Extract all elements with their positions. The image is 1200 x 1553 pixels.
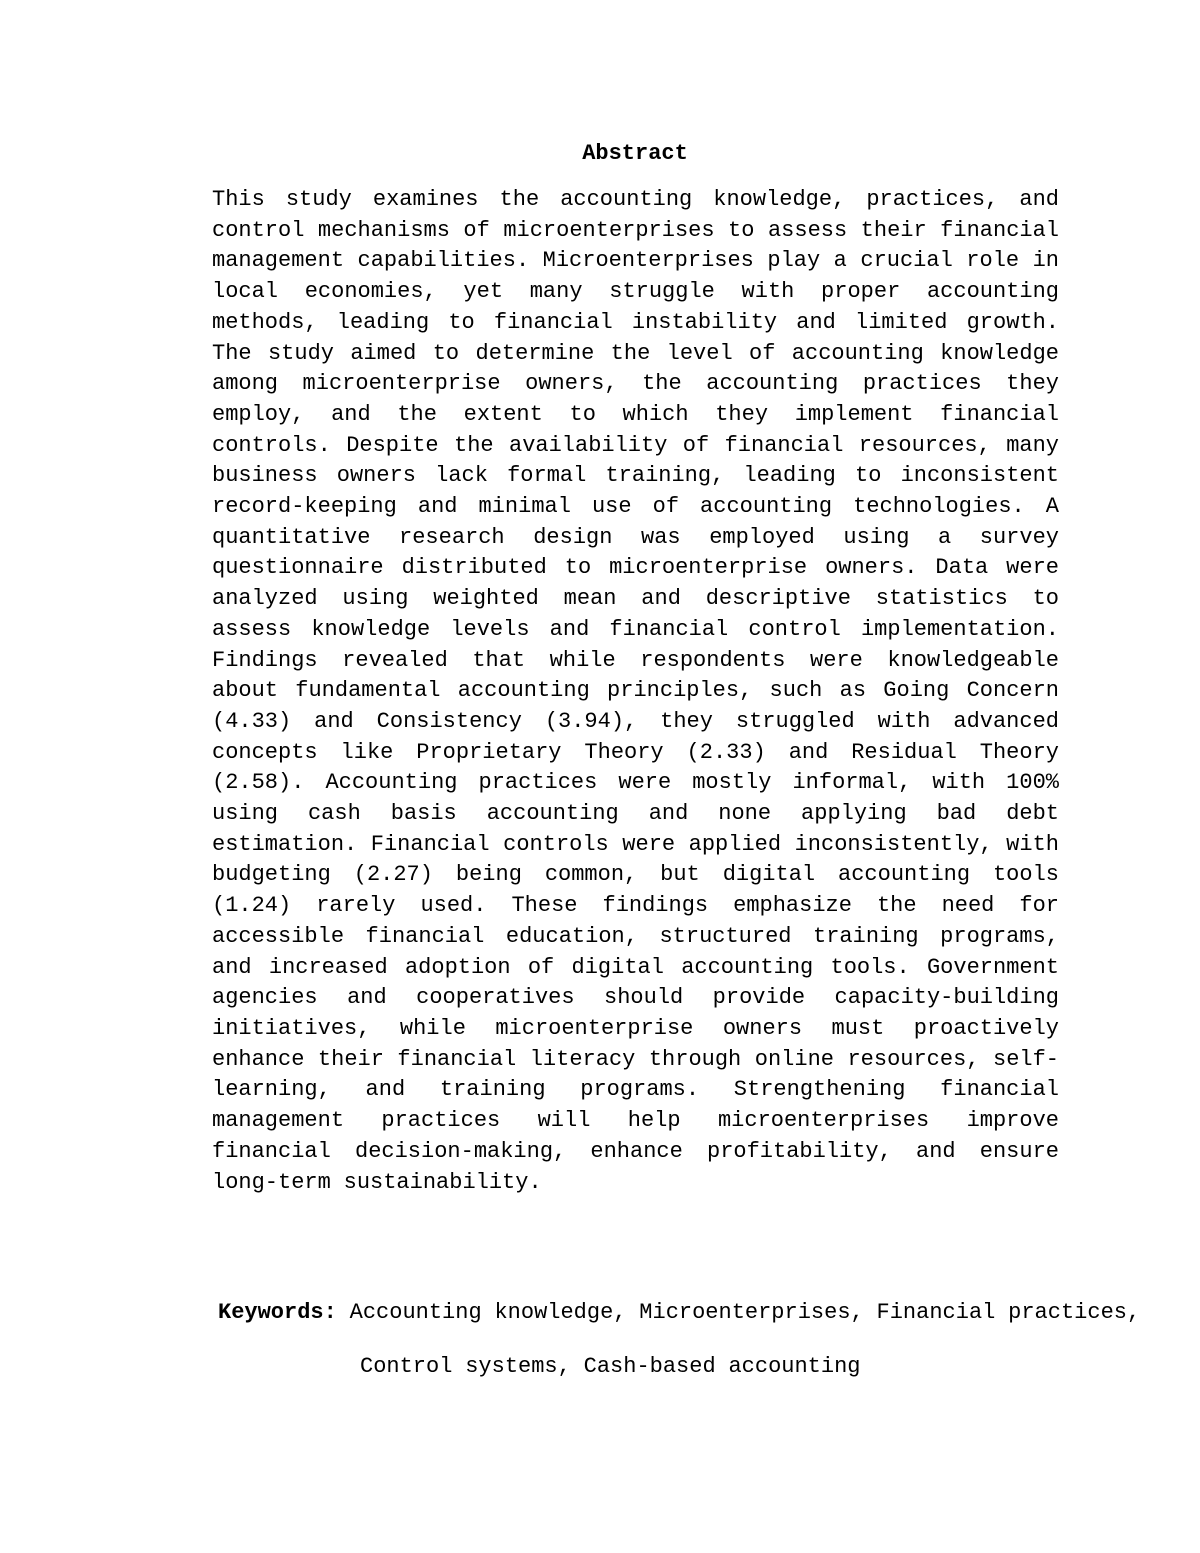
keywords-paragraph [218,1286,1195,1394]
keywords-list: Accounting knowledge, Microenterprises, Financial practices, Control systems, Cash-based accounting [349,1300,1141,1379]
keywords-label: Keywords: [218,1300,337,1325]
abstract-title: Abstract [582,141,688,166]
abstract-body: This study examines the accounting knowledge, practices, and control mechanisms of microenterprises to assess their financial management capabilities. Microenterprises play a crucial role in local economies, yet many struggle with proper accounting methods, leading to financial instability and limited growth. The study aimed to determine the level of accounting knowledge among microenterprise owners, the accounting practices they employ, and the extent to which they implement financial controls. Despite the availability of financial resources, many business owners lack formal training, leading to inconsistent record-keeping and minimal use of accounting technologies. A quantitative research design was employed using a survey questionnaire distributed to microenterprise owners. Data were analyzed using weighted mean and descriptive statistics to assess knowledge levels and financial control implementation. Findings revealed that while respondents were knowledgeable about fundamental accounting principles, such as Going Concern (4.33) and Consistency (3.94), they struggled with advanced concepts like Proprietary Theory (2.33) and Residual Theory (2.58). Accounting practices were mostly informal, with 100% using cash basis accounting and none applying bad debt estimation. Financial controls were applied inconsistently, with budgeting (2.27) being common, but digital accounting tools (1.24) rarely used. These findings emphasize the need for accessible financial education, structured training programs, and increased adoption of digital accounting tools. Government agencies and cooperatives should provide capacity-building initiatives, while microenterprise owners must proactively enhance their financial literacy through online resources, self-learning, and training programs. Strengthening financial management practices will help microenterprises improve financial decision-making, enhance profitability, and ensure long-term sustainability. [212,187,1059,1195]
